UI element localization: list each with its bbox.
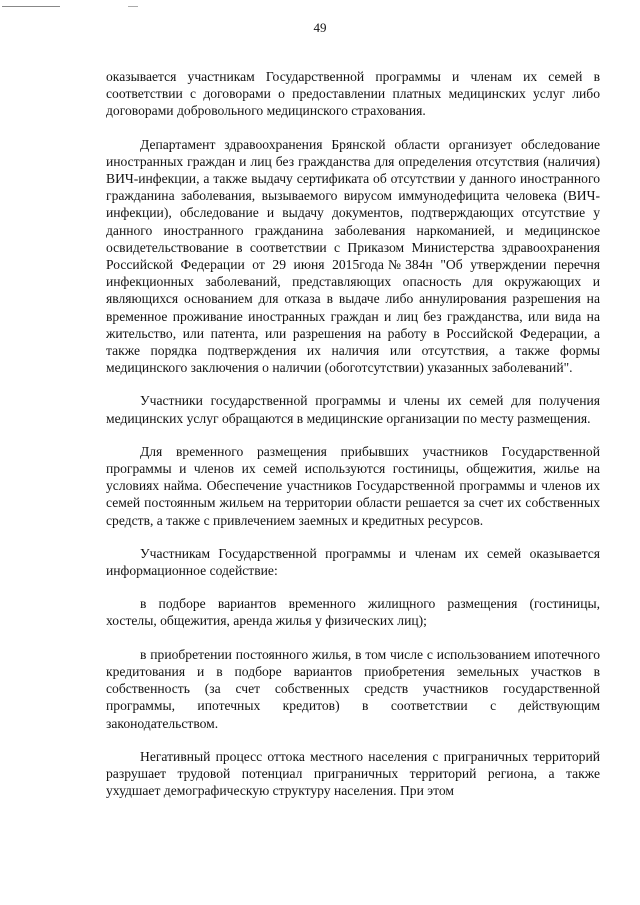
paragraph-medical-services: Участники государственной программы и члены их семей для получения медицинских услуг обращаются в медицинские организации по месту размещения. <box>106 393 600 426</box>
page-number: 49 <box>313 20 327 35</box>
list-item-temporary-housing: в подборе вариантов временного жилищного размещения (гостиницы, хостелы, общежития, аренда жилья у физических лиц); <box>106 596 600 629</box>
scan-edge-mark <box>128 6 138 7</box>
paragraph-info-support: Участникам Государственной программы и членам их семей оказывается информационное содействие: <box>106 545 600 579</box>
paragraph-population-outflow: Негативный процесс оттока местного населения с приграничных территорий разрушает трудовой потенциал приграничных территорий региона, а также ухудшает демографическую структуру населения. При этом <box>106 748 600 799</box>
paragraph-continuation: оказывается участникам Государственной программы и членам их семей в соответствии с договорами о предоставлении платных медицинских услуг либо договорами добровольного медицинского страхования. <box>106 69 600 119</box>
document-body <box>106 68 600 815</box>
scan-edge-line <box>2 6 60 7</box>
paragraph-health-department: Департамент здравоохранения Брянской области организует обследование иностранных граждан и лиц без гражданства для определения отсутствия (наличия) ВИЧ-инфекции, а также выдачу сертификата об отсутствии у данного иностранного гражданина заболевания, вызываемого вирусом иммунодефицита человека (ВИЧ-инфекции), обследование и выдачу документов, подтверждающих отсутствие у данного иностранного гражданина заболевания наркоманией, и медицинское освидетельствование в соответствии с Приказом Министерства здравоохранения Российской Федерации от 29 июня 2015года№384н "Об утверждении перечня инфекционных заболеваний, представляющих опасность для окружающих и являющихся основанием для отказа в выдаче либо аннулирования разрешения на временное проживание иностранных граждан и лиц без гражданства, или вида на жительство, или патента, или разрешения на работу в Российской Федерации, а также порядка подтверждения их наличия или отсутствия, а также формы медицинского заключения о наличии (обоготсутствии) указанных заболеваний". <box>106 136 600 376</box>
paragraph-housing: Для временного размещения прибывших участников Государственной программы и членов их семей используются гостиницы, общежития, жилье на условиях найма. Обеспечение участников Государственной программы и членов их семей постоянным жильем на территории области решается за счет их собственных средств, а также с привлечением заемных и кредитных ресурсов. <box>106 443 600 528</box>
list-item-permanent-housing: в приобретении постоянного жилья, в том числе с использованием ипотечного кредитования и в подборе вариантов приобретения земельных участков в собственность (за счет собственных средств участников государственной программы, ипотечных кредитов) в соответствии с действующим законодательством. <box>106 646 600 731</box>
